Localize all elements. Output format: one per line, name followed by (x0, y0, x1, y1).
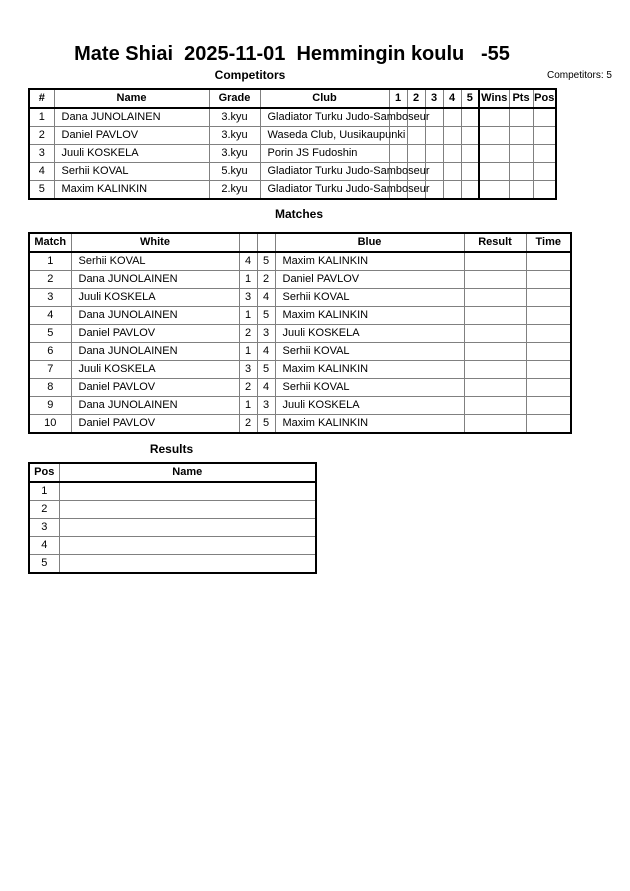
time-cell (526, 361, 571, 379)
blue-competitor-num: 5 (257, 361, 275, 379)
round-cell (389, 145, 407, 163)
competitor-num: 4 (29, 163, 54, 181)
col-header-round-1: 1 (389, 89, 407, 108)
match-row (29, 325, 571, 343)
result-name (59, 537, 316, 555)
result-name (59, 501, 316, 519)
white-name: Daniel PAVLOV (71, 379, 239, 397)
blue-name: Serhii KOVAL (275, 379, 464, 397)
blue-competitor-num: 2 (257, 271, 275, 289)
competitor-club: Gladiator Turku Judo-Samboseur (260, 163, 389, 181)
match-number: 3 (29, 289, 71, 307)
col-header-pos: Pos (533, 89, 556, 108)
competitor-grade: 3.kyu (209, 145, 260, 163)
match-row (29, 271, 571, 289)
col-header-round-2: 2 (407, 89, 425, 108)
white-competitor-num: 1 (239, 343, 257, 361)
competitor-num: 3 (29, 145, 54, 163)
col-header-round-5: 5 (461, 89, 479, 108)
wins-cell (479, 108, 509, 127)
col-header-round-4: 4 (443, 89, 461, 108)
result-pos: 3 (29, 519, 59, 537)
blue-name: Maxim KALINKIN (275, 415, 464, 434)
round-cell (407, 127, 425, 145)
competitors-count-label: Competitors: 5 (546, 70, 612, 81)
competitor-club: Porin JS Fudoshin (260, 145, 389, 163)
result-row (29, 537, 316, 555)
result-cell (464, 307, 526, 325)
result-row (29, 519, 316, 537)
blue-competitor-num: 4 (257, 289, 275, 307)
col-header-time: Time (526, 233, 571, 252)
competitors-section-heading: Competitors (214, 68, 286, 82)
round-cell (407, 145, 425, 163)
competitor-club: Gladiator Turku Judo-Samboseur (260, 108, 389, 127)
competitors-header-row (29, 89, 556, 108)
competitor-row (29, 145, 556, 163)
result-pos: 4 (29, 537, 59, 555)
match-number: 2 (29, 271, 71, 289)
white-name: Dana JUNOLAINEN (71, 343, 239, 361)
round-cell (443, 145, 461, 163)
competitor-row (29, 108, 556, 127)
white-competitor-num: 1 (239, 397, 257, 415)
competitors-table (28, 88, 557, 200)
blue-name: Serhii KOVAL (275, 289, 464, 307)
matches-header-row (29, 233, 571, 252)
white-name: Dana JUNOLAINEN (71, 307, 239, 325)
result-cell (464, 415, 526, 434)
blue-name: Daniel PAVLOV (275, 271, 464, 289)
col-header-wins: Wins (479, 89, 509, 108)
result-cell (464, 397, 526, 415)
blue-competitor-num: 4 (257, 343, 275, 361)
competitor-row (29, 127, 556, 145)
time-cell (526, 415, 571, 434)
white-name: Dana JUNOLAINEN (71, 397, 239, 415)
time-cell (526, 397, 571, 415)
match-row (29, 397, 571, 415)
time-cell (526, 307, 571, 325)
match-row (29, 415, 571, 434)
competitor-name: Dana JUNOLAINEN (54, 108, 209, 127)
white-name: Serhii KOVAL (71, 252, 239, 271)
pts-cell (509, 145, 533, 163)
white-name: Juuli KOSKELA (71, 361, 239, 379)
wins-cell (479, 127, 509, 145)
blue-name: Maxim KALINKIN (275, 252, 464, 271)
match-number: 7 (29, 361, 71, 379)
wins-cell (479, 145, 509, 163)
result-name (59, 482, 316, 501)
col-header-match: Match (29, 233, 71, 252)
blue-name: Maxim KALINKIN (275, 307, 464, 325)
match-row (29, 252, 571, 271)
wins-cell (479, 163, 509, 181)
result-cell (464, 361, 526, 379)
result-cell (464, 343, 526, 361)
page-title: Mate Shiai 2025-11-01 Hemmingin koulu -55 (74, 43, 510, 65)
col-header-pts: Pts (509, 89, 533, 108)
white-competitor-num: 2 (239, 379, 257, 397)
pts-cell (509, 163, 533, 181)
round-cell (443, 108, 461, 127)
col-header-num: # (29, 89, 54, 108)
match-row (29, 289, 571, 307)
match-number: 10 (29, 415, 71, 434)
round-cell (425, 127, 443, 145)
blue-competitor-num: 5 (257, 252, 275, 271)
blue-name: Maxim KALINKIN (275, 361, 464, 379)
pts-cell (509, 108, 533, 127)
time-cell (526, 271, 571, 289)
result-cell (464, 379, 526, 397)
col-header-pos: Pos (29, 463, 59, 482)
result-pos: 2 (29, 501, 59, 519)
blue-name: Serhii KOVAL (275, 343, 464, 361)
competitor-num: 5 (29, 181, 54, 200)
time-cell (526, 325, 571, 343)
competitor-num: 2 (29, 127, 54, 145)
result-pos: 1 (29, 482, 59, 501)
match-row (29, 361, 571, 379)
competitor-row (29, 163, 556, 181)
result-row (29, 482, 316, 501)
competitor-grade: 3.kyu (209, 108, 260, 127)
col-header-blue: Blue (275, 233, 464, 252)
competitor-name: Daniel PAVLOV (54, 127, 209, 145)
matches-table (28, 232, 572, 434)
round-cell (425, 145, 443, 163)
col-header-name: Name (54, 89, 209, 108)
result-cell (464, 252, 526, 271)
competitor-club: Waseda Club, Uusikaupunki (260, 127, 389, 145)
results-table (28, 462, 317, 574)
pts-cell (509, 127, 533, 145)
time-cell (526, 343, 571, 361)
col-header-result: Result (464, 233, 526, 252)
white-competitor-num: 3 (239, 361, 257, 379)
col-header-name: Name (59, 463, 316, 482)
competitor-row (29, 181, 556, 200)
pos-cell (533, 108, 556, 127)
white-name: Dana JUNOLAINEN (71, 271, 239, 289)
matches-section-heading: Matches (274, 207, 324, 221)
match-number: 1 (29, 252, 71, 271)
wins-cell (479, 181, 509, 200)
round-cell (461, 108, 479, 127)
blue-competitor-num: 5 (257, 307, 275, 325)
result-cell (464, 271, 526, 289)
round-cell (461, 163, 479, 181)
result-cell (464, 289, 526, 307)
match-number: 5 (29, 325, 71, 343)
col-header-club: Club (260, 89, 389, 108)
blue-competitor-num: 3 (257, 325, 275, 343)
blue-competitor-num: 4 (257, 379, 275, 397)
time-cell (526, 289, 571, 307)
results-section-heading: Results (149, 442, 194, 456)
col-header-round-3: 3 (425, 89, 443, 108)
match-number: 6 (29, 343, 71, 361)
result-row (29, 555, 316, 574)
white-competitor-num: 1 (239, 271, 257, 289)
round-cell (461, 181, 479, 200)
col-header-white: White (71, 233, 239, 252)
pts-cell (509, 181, 533, 200)
round-cell (461, 145, 479, 163)
match-number: 4 (29, 307, 71, 325)
white-competitor-num: 3 (239, 289, 257, 307)
match-number: 8 (29, 379, 71, 397)
pos-cell (533, 163, 556, 181)
blue-name: Juuli KOSKELA (275, 325, 464, 343)
competitor-num: 1 (29, 108, 54, 127)
match-row (29, 343, 571, 361)
competitor-name: Maxim KALINKIN (54, 181, 209, 200)
competitor-grade: 3.kyu (209, 127, 260, 145)
col-header-blue-num (257, 233, 275, 252)
result-name (59, 555, 316, 574)
pos-cell (533, 127, 556, 145)
blue-name: Juuli KOSKELA (275, 397, 464, 415)
blue-competitor-num: 3 (257, 397, 275, 415)
round-cell (443, 163, 461, 181)
match-row (29, 379, 571, 397)
white-competitor-num: 1 (239, 307, 257, 325)
col-header-grade: Grade (209, 89, 260, 108)
white-competitor-num: 4 (239, 252, 257, 271)
competitor-grade: 2.kyu (209, 181, 260, 200)
white-name: Juuli KOSKELA (71, 289, 239, 307)
time-cell (526, 379, 571, 397)
match-row (29, 307, 571, 325)
result-name (59, 519, 316, 537)
white-name: Daniel PAVLOV (71, 415, 239, 434)
white-name: Daniel PAVLOV (71, 325, 239, 343)
round-cell (443, 127, 461, 145)
result-row (29, 501, 316, 519)
pos-cell (533, 181, 556, 200)
round-cell (443, 181, 461, 200)
time-cell (526, 252, 571, 271)
competitor-name: Juuli KOSKELA (54, 145, 209, 163)
white-competitor-num: 2 (239, 415, 257, 434)
competitor-club: Gladiator Turku Judo-Samboseur (260, 181, 389, 200)
match-number: 9 (29, 397, 71, 415)
results-header-row (29, 463, 316, 482)
result-pos: 5 (29, 555, 59, 574)
competitor-grade: 5.kyu (209, 163, 260, 181)
col-header-white-num (239, 233, 257, 252)
blue-competitor-num: 5 (257, 415, 275, 434)
round-cell (461, 127, 479, 145)
result-cell (464, 325, 526, 343)
competitor-name: Serhii KOVAL (54, 163, 209, 181)
pos-cell (533, 145, 556, 163)
white-competitor-num: 2 (239, 325, 257, 343)
